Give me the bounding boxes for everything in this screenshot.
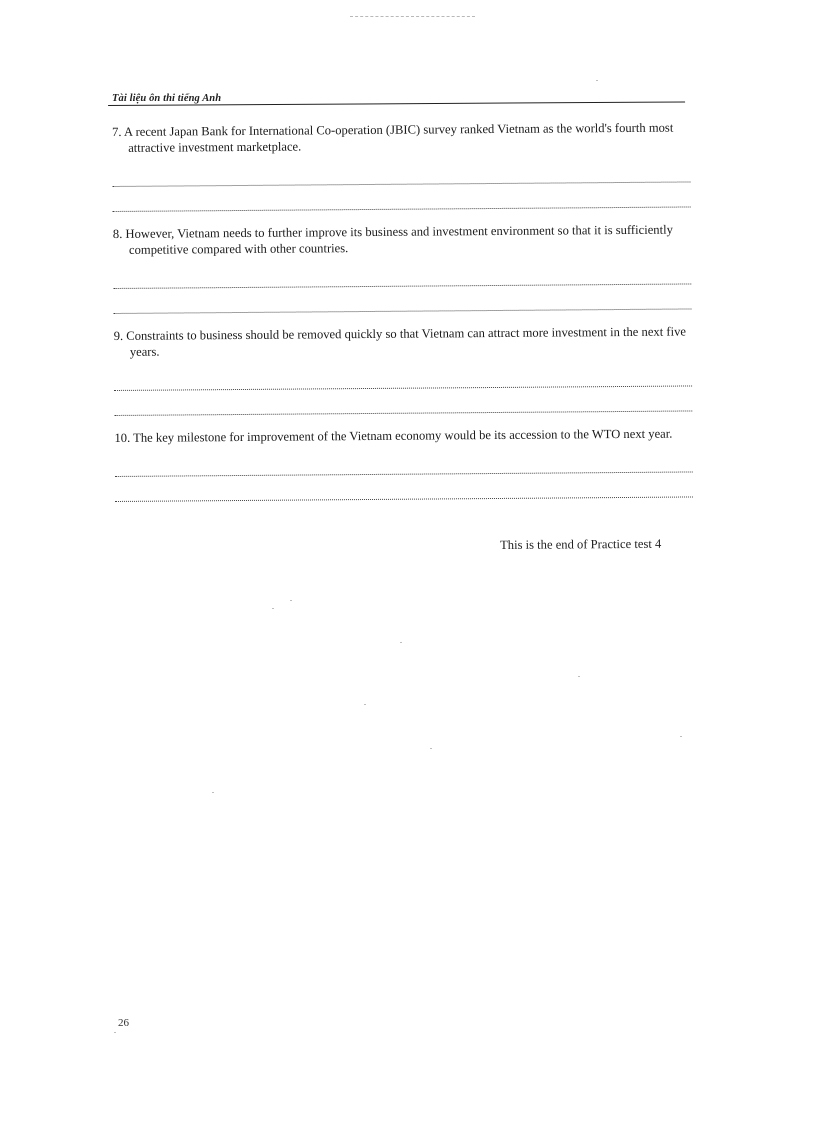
end-note: This is the end of Practice test 4 xyxy=(500,536,662,552)
answer-line[interactable] xyxy=(112,182,690,212)
question-body: A recent Japan Bank for International Co-operation (JBIC) survey ranked Vietnam as the world's fourth most attractive investment marketplace. xyxy=(123,120,674,155)
question-7 xyxy=(112,119,693,212)
scan-speck xyxy=(114,1032,116,1033)
scan-speck xyxy=(212,792,214,793)
question-9 xyxy=(114,323,695,416)
question-list xyxy=(112,119,695,516)
question-number: 8. xyxy=(112,226,123,241)
question-text xyxy=(114,425,694,446)
question-text xyxy=(114,323,694,360)
question-body: Constraints to business should be removed quickly so that Vietnam can attract more investment in the next five years. xyxy=(126,324,686,359)
scan-artifact-dash xyxy=(350,16,475,17)
question-number: 10. xyxy=(114,430,131,445)
answer-line[interactable] xyxy=(113,284,691,314)
scan-speck xyxy=(680,736,682,737)
question-text xyxy=(113,221,693,258)
question-body: However, Vietnam needs to further improve its business and investment environment so that it is sufficiently competitive compared with other countries. xyxy=(125,222,673,257)
question-number: 7. xyxy=(112,124,122,139)
question-8 xyxy=(113,221,694,314)
scan-speck xyxy=(400,642,402,643)
answer-line[interactable] xyxy=(114,386,692,416)
answer-line[interactable] xyxy=(115,472,693,502)
scan-speck xyxy=(272,608,274,609)
scan-speck xyxy=(290,600,292,601)
header-rule xyxy=(108,88,685,106)
scan-speck xyxy=(430,748,432,749)
scan-speck xyxy=(364,704,366,705)
scan-speck xyxy=(596,80,598,81)
scan-speck xyxy=(578,676,580,677)
question-10 xyxy=(114,425,695,502)
header-title: Tài liệu ôn thi tiếng Anh xyxy=(112,93,222,104)
page-number: 26 xyxy=(118,1017,129,1029)
question-number: 9. xyxy=(113,328,124,343)
question-text xyxy=(112,119,692,156)
question-body: The key milestone for improvement of the Vietnam economy would be its accession to the WTO next year. xyxy=(133,426,673,445)
